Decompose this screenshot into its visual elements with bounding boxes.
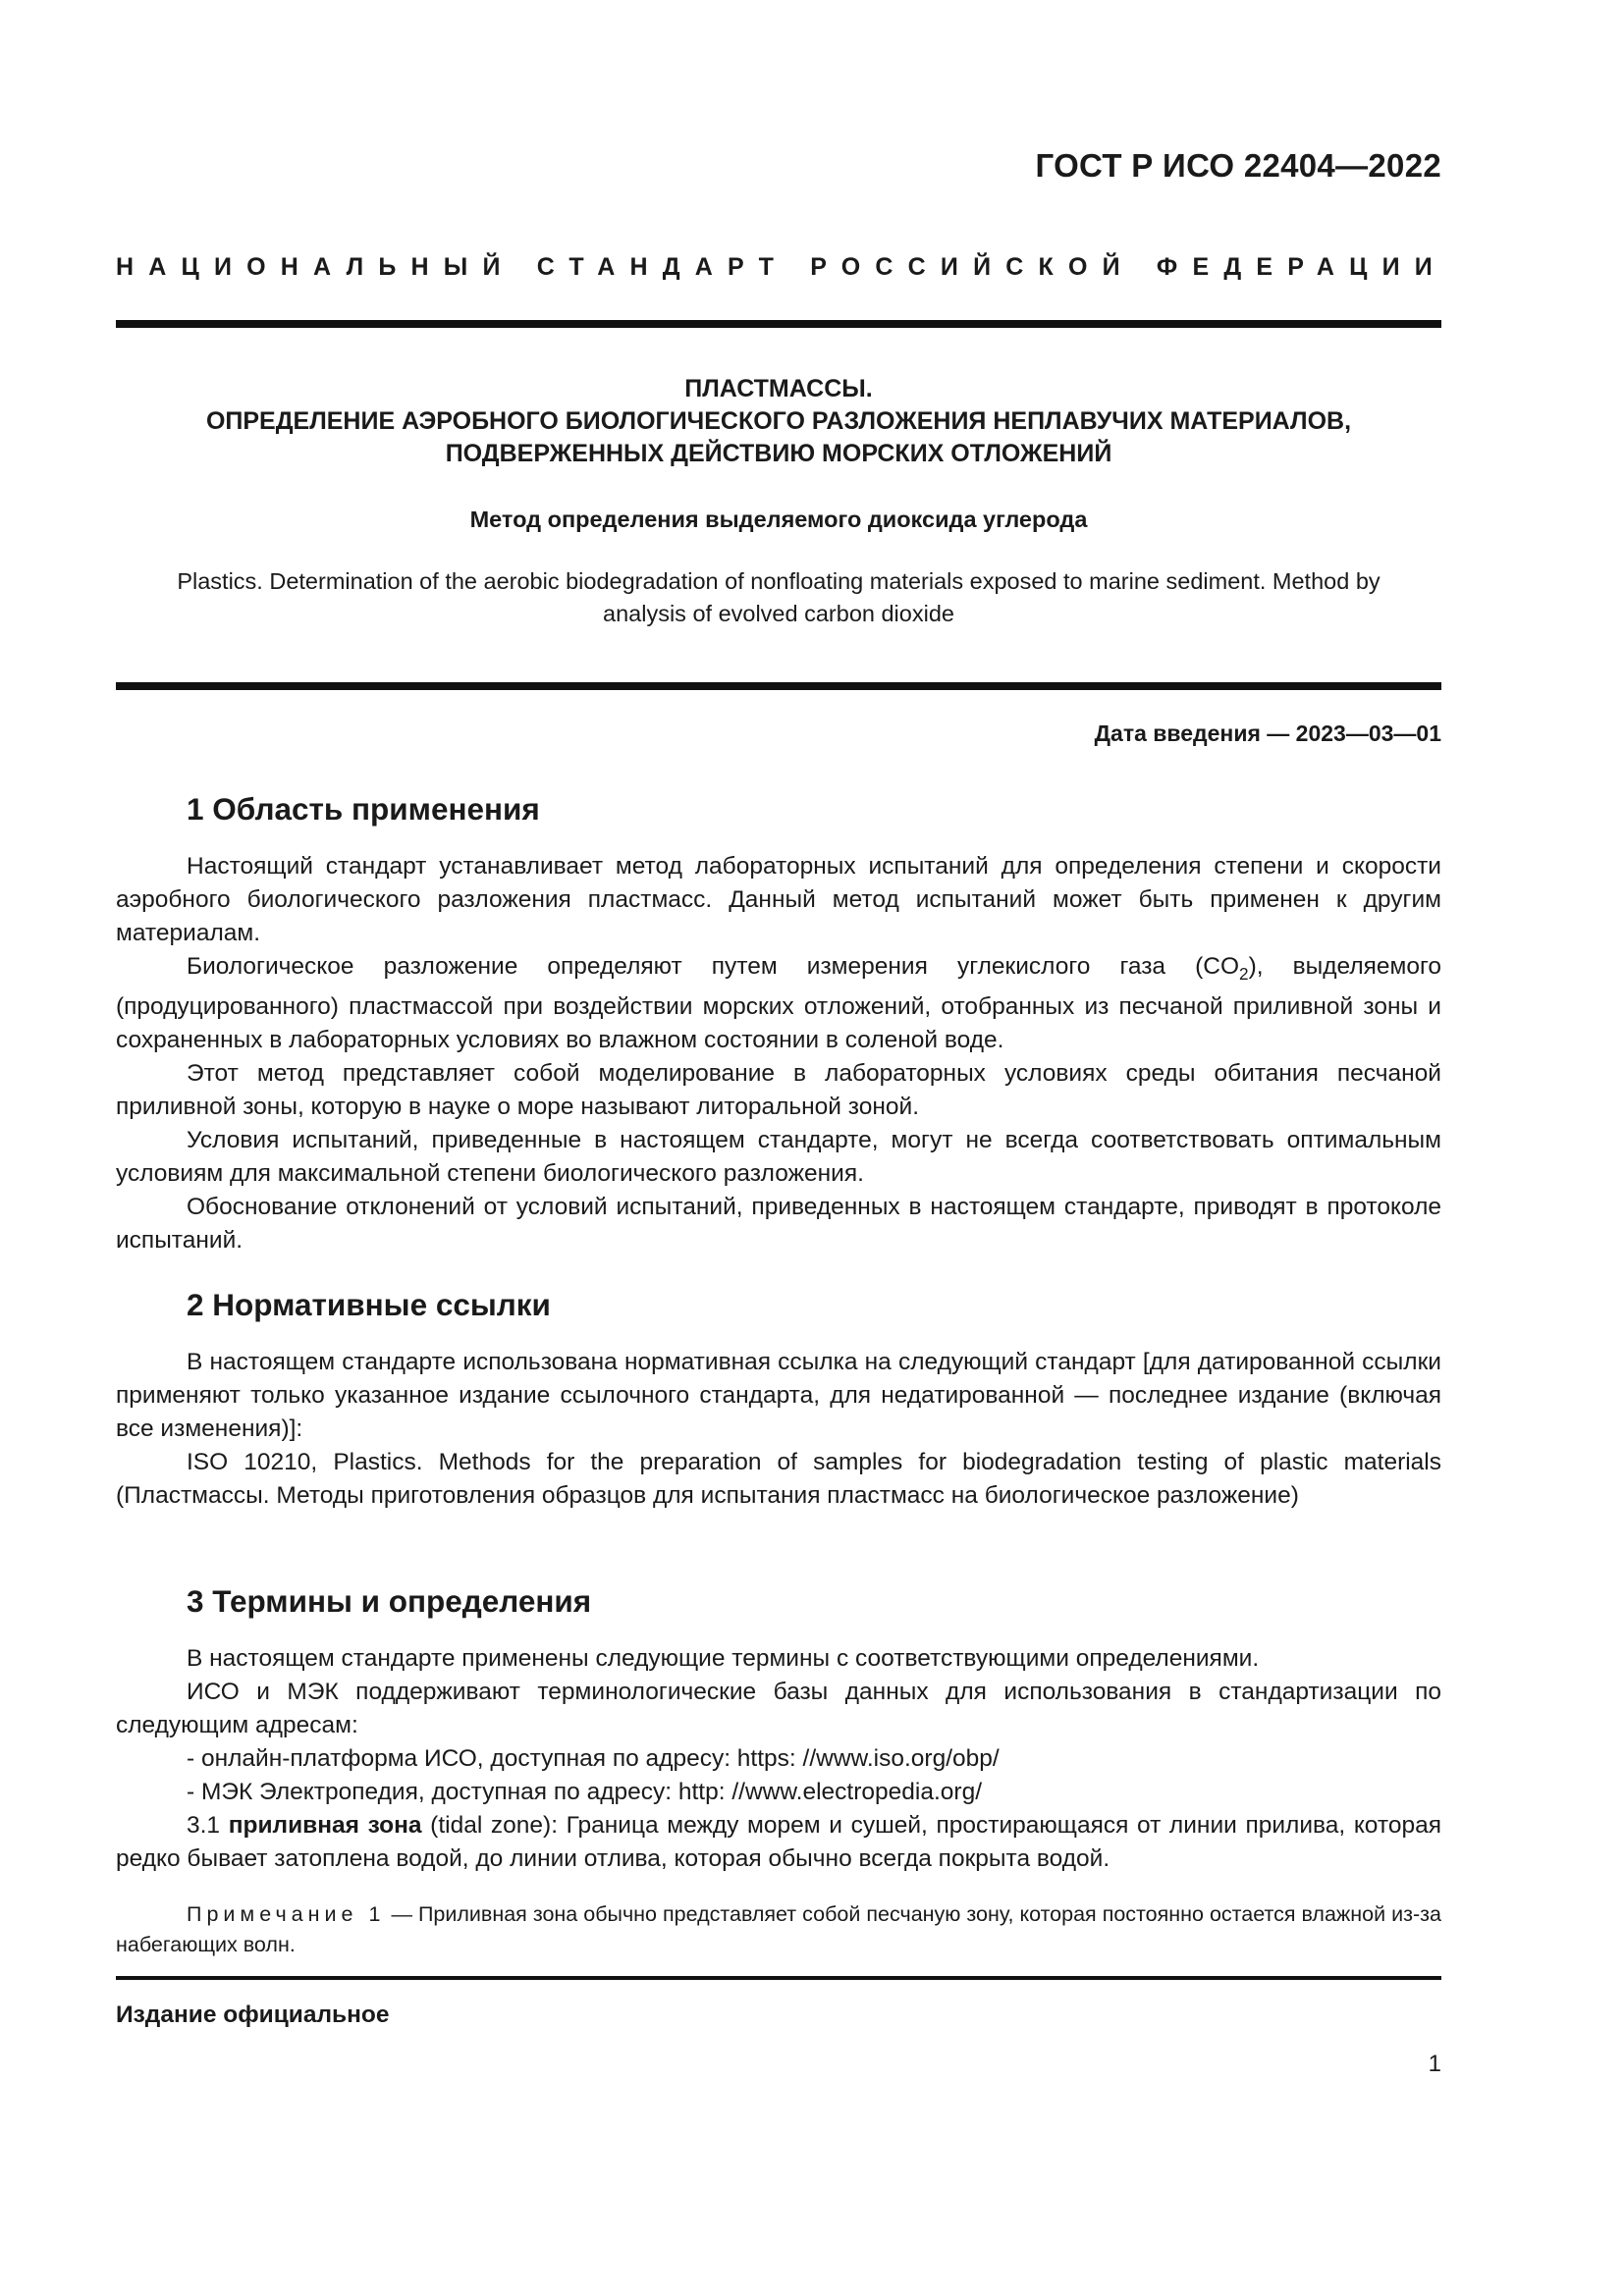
- title-line-1: ПЛАСТМАССЫ.: [684, 375, 873, 402]
- section-2-heading: 2 Нормативные ссылки: [187, 1287, 551, 1322]
- section-2-paragraph: ISO 10210, Plastics. Methods for the preparation of samples for biodegradation testing of plastic materials (Пластмассы. Методы приготовления образцов для испытания пластмасс на биологическое разложение): [116, 1449, 1441, 1509]
- section-2-paragraph: В настоящем стандарте использована нормативная ссылка на следующий стандарт [для датированной ссылки применяют только указанное издание ссылочного стандарта, для недатированной — последнее издание (включая все изменения)]:: [116, 1349, 1441, 1442]
- section-3-body: [116, 1642, 1441, 1876]
- term-definition: 3.1 приливная зона (tidal zone): Граница между морем и сушей, простирающаяся от линии прилива, которая редко бывает затоплена водой, до линии отлива, которая обычно всегда покрыта водой.: [116, 1812, 1441, 1872]
- note: [116, 1899, 1441, 1960]
- section-2-body: [116, 1346, 1441, 1513]
- section-1-body: [116, 850, 1441, 1257]
- section-1-paragraph: Этот метод представляет собой моделирование в лабораторных условиях среды обитания песчаной приливной зоны, которую в науке о море называют литоральной зоной.: [116, 1059, 1441, 1120]
- section-3-paragraph: ИСО и МЭК поддерживают терминологические базы данных для использования в стандартизации по следующим адресам:: [116, 1679, 1441, 1738]
- section-3-heading: 3 Термины и определения: [187, 1583, 592, 1619]
- title-line-3: ПОДВЕРЖЕННЫХ ДЕЙСТВИЮ МОРСКИХ ОТЛОЖЕНИЙ: [445, 440, 1112, 467]
- english-title-line-1: Plastics. Determination of the aerobic biodegradation of nonfloating materials exposed to marine sediment. Method by: [177, 568, 1380, 594]
- footer-divider: [116, 1976, 1441, 1980]
- introduction-date: Дата введения — 2023—03—01: [1094, 721, 1441, 746]
- section-1-paragraph: Условия испытаний, приведенные в настоящем стандарте, могут не всегда соответствовать оптимальным условиям для максимальной степени биологического разложения.: [116, 1126, 1441, 1187]
- note-text: — Приливная зона обычно представляет собой песчаную зону, которая постоянно остается влажной из-за набегающих волн.: [116, 1902, 1441, 1956]
- section-3-paragraph: В настоящем стандарте применены следующие термины с соответствующими определениями.: [187, 1645, 1260, 1672]
- english-title-line-2: analysis of evolved carbon dioxide: [603, 601, 954, 626]
- top-divider: [116, 320, 1441, 328]
- section-1-heading: 1 Область применения: [187, 791, 540, 827]
- term-name: приливная зона: [228, 1812, 422, 1839]
- document-number: ГОСТ Р ИСО 22404—2022: [1035, 147, 1441, 184]
- title-line-2: ОПРЕДЕЛЕНИЕ АЭРОБНОГО БИОЛОГИЧЕСКОГО РАЗЛОЖЕНИЯ НЕПЛАВУЧИХ МАТЕРИАЛОВ,: [205, 407, 1352, 435]
- section-1-paragraph: Настоящий стандарт устанавливает метод лабораторных испытаний для определения степени и скорости аэробного биологического разложения пластмасс. Данный метод испытаний может быть применен к другим материалам.: [116, 853, 1441, 946]
- national-standard-banner: НАЦИОНАЛЬНЫЙ СТАНДАРТ РОССИЙСКОЙ ФЕДЕРАЦИИ: [116, 253, 1447, 281]
- page-number: 1: [1428, 2051, 1441, 2077]
- section-3-list-item: - онлайн-платформа ИСО, доступная по адресу: https: //www.iso.org/obp/: [187, 1745, 1000, 1772]
- note-label: Примечание 1: [187, 1902, 386, 1926]
- section-1-paragraph: Биологическое разложение определяют путем измерения углекислого газа $(CO_2)$, выделяемого (продуцированного) пластмассой при воздействии морских отложений, отобранных из песчаной приливной зоны и сохраненных в лабораторных условиях во влажном состоянии в соленой воде.: [116, 953, 1441, 1053]
- section-3-list-item: - МЭК Электропедия, доступная по адресу: http: //www.electropedia.org/: [187, 1779, 982, 1805]
- english-title: [116, 565, 1441, 630]
- title-divider: [116, 682, 1441, 690]
- document-title: [116, 373, 1441, 470]
- official-edition-label: Издание официальное: [116, 2002, 390, 2028]
- document-subtitle: Метод определения выделяемого диоксида углерода: [469, 507, 1088, 532]
- section-1-paragraph: Обоснование отклонений от условий испытаний, приведенных в настоящем стандарте, приводят в протоколе испытаний.: [116, 1193, 1441, 1254]
